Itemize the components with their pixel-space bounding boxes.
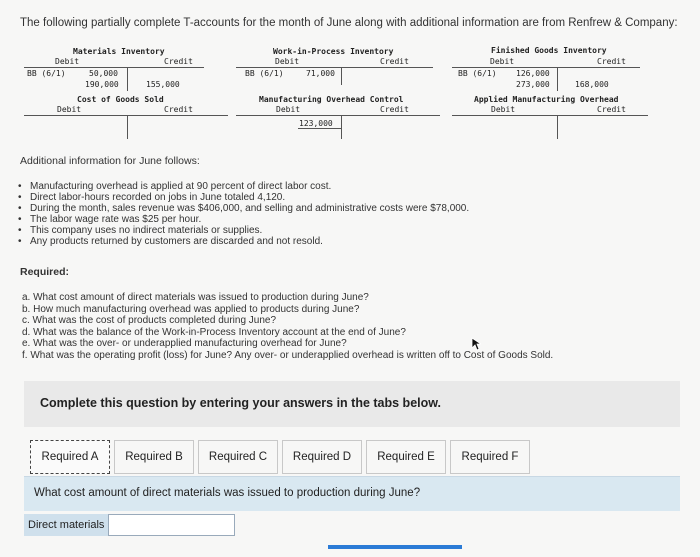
t-account-debit-header: Debit: [276, 105, 301, 114]
tab-bar: [24, 440, 680, 476]
debit-value: 190,000: [85, 80, 119, 89]
list-item: • Any products returned by customers are discarded and not resold.: [18, 236, 469, 247]
additional-info-heading: Additional information for June follows:: [20, 155, 200, 167]
t-account-top-line: [452, 67, 640, 68]
t-account-divider: [127, 115, 128, 139]
t-account-divider: [557, 115, 558, 139]
credit-value: 155,000: [146, 80, 180, 89]
t-account-debit-header: Debit: [57, 105, 82, 114]
list-item: a. What cost amount of direct materials was issued to production during June?: [22, 292, 369, 303]
list-item: • The labor wage rate was $25 per hour.: [18, 214, 469, 225]
list-item: • During the month, sales revenue was $406,000, and selling and administrative costs were $78,000.: [18, 203, 469, 214]
debit-value: 71,000: [306, 69, 335, 78]
t-account-top-line: [452, 115, 648, 116]
debit-value: 126,000: [516, 69, 550, 78]
t-account-credit-header: Credit: [380, 57, 409, 66]
tab-required-f[interactable]: Required F: [450, 440, 530, 474]
additional-info-list: [18, 181, 469, 247]
list-item: b. How much manufacturing overhead was applied to products during June?: [22, 303, 360, 315]
t-account-title: Work-in-Process Inventory: [273, 47, 394, 56]
list-item: • Direct labor-hours recorded on jobs in June totaled 4,120.: [18, 192, 469, 203]
scroll-indicator: [328, 545, 462, 549]
intro-text: The following partially complete T-accounts for the month of June along with additional information are from Renfrew & Company:: [20, 17, 678, 29]
tab-required-d[interactable]: Required D: [282, 440, 362, 474]
t-account-credit-header: Credit: [597, 57, 626, 66]
banner-text: Complete this question by entering your answers in the tabs below.: [40, 396, 441, 410]
list-item: d. What was the balance of the Work-in-Process Inventory account at the end of June?: [22, 326, 406, 338]
list-item: • Manufacturing overhead is applied at 90 percent of direct labor cost.: [18, 181, 469, 192]
t-account-subtotal-line: [298, 128, 341, 129]
t-account-top-line: [236, 115, 440, 116]
t-account-top-line: [236, 67, 433, 68]
t-account-divider: [127, 67, 128, 91]
t-account-debit-header: Debit: [275, 57, 300, 66]
t-account-top-line: [24, 115, 228, 116]
tab-required-c[interactable]: Required C: [198, 440, 278, 474]
current-question: What cost amount of direct materials was issued to production during June?: [34, 487, 421, 499]
debit-value: 273,000: [516, 80, 550, 89]
debit-value: 50,000: [89, 69, 118, 78]
list-item: e. What was the over- or underapplied manufacturing overhead for June?: [22, 338, 347, 349]
bb-label: BB (6/1): [27, 69, 66, 78]
credit-value: 168,000: [575, 80, 609, 89]
debit-value: 123,000: [299, 119, 333, 128]
t-account-credit-header: Credit: [164, 57, 193, 66]
bb-label: BB (6/1): [245, 69, 284, 78]
required-heading: Required:: [20, 266, 70, 278]
t-account-title: Manufacturing Overhead Control: [259, 95, 404, 104]
list-item: f. What was the operating profit (loss) for June? Any over- or underapplied overhead is written off to Cost of Goods Sold.: [22, 349, 554, 361]
t-account-title: Cost of Goods Sold: [77, 95, 164, 104]
tab-required-e[interactable]: Required E: [366, 440, 446, 474]
list-item: • This company uses no indirect materials or supplies.: [18, 225, 469, 236]
mouse-cursor-icon: [471, 337, 481, 356]
t-account-divider: [557, 67, 558, 91]
t-account-credit-header: Credit: [164, 105, 193, 114]
t-account-credit-header: Credit: [380, 105, 409, 114]
t-account-debit-header: Debit: [55, 57, 80, 66]
t-account-title: Finished Goods Inventory: [491, 46, 607, 55]
direct-materials-input[interactable]: [108, 514, 235, 536]
t-account-debit-header: Debit: [490, 57, 515, 66]
tab-required-a[interactable]: Required A: [30, 440, 110, 474]
t-account-divider: [341, 67, 342, 85]
t-account-debit-header: Debit: [491, 105, 516, 114]
t-account-credit-header: Credit: [597, 105, 626, 114]
direct-materials-label: Direct materials: [24, 514, 108, 536]
t-account-title: Materials Inventory: [73, 47, 165, 56]
list-item: c. What was the cost of products completed during June?: [22, 315, 277, 326]
bb-label: BB (6/1): [458, 69, 497, 78]
t-account-top-line: [24, 67, 204, 68]
t-account-title: Applied Manufacturing Overhead: [474, 95, 619, 104]
tab-required-b[interactable]: Required B: [114, 440, 194, 474]
t-account-divider: [341, 115, 342, 139]
